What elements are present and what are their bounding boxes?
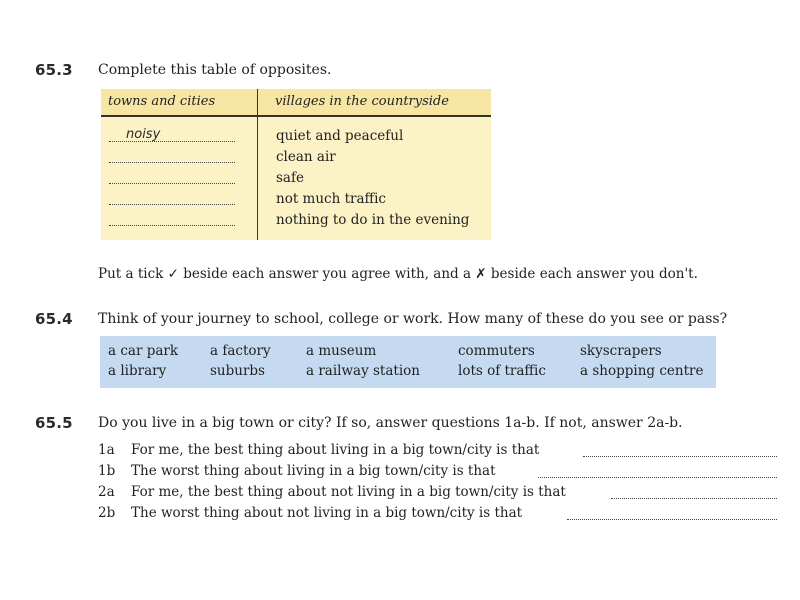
- question-text-1b: The worst thing about living in a big town/city is that: [131, 463, 496, 479]
- column-divider: [257, 89, 258, 240]
- answer-line-2a[interactable]: [611, 498, 777, 499]
- exercise-heading-65-4: Think of your journey to school, college or work. How many of these do you see or pass?: [98, 311, 728, 327]
- word-item: commuters: [458, 343, 535, 359]
- question-label-1a: 1a: [98, 442, 115, 458]
- exercise-number-65-4: 65.4: [35, 310, 73, 328]
- village-item: nothing to do in the evening: [276, 212, 470, 228]
- answer-line-2b[interactable]: [567, 519, 777, 520]
- exercise-heading-65-5: Do you live in a big town or city? If so, answer questions 1a-b. If not, answer 2a-b.: [98, 415, 683, 431]
- answer-line-1a[interactable]: [583, 456, 777, 457]
- exercise-number-65-5: 65.5: [35, 414, 73, 432]
- question-label-2b: 2b: [98, 505, 116, 521]
- opposites-table: [101, 89, 491, 240]
- word-item: a shopping centre: [580, 363, 704, 379]
- word-item: skyscrapers: [580, 343, 662, 359]
- word-item: suburbs: [210, 363, 265, 379]
- question-text-2b: The worst thing about not living in a big town/city is that: [131, 505, 523, 521]
- question-label-1b: 1b: [98, 463, 116, 479]
- question-text-2a: For me, the best thing about not living in a big town/city is that: [131, 484, 566, 500]
- village-item: not much traffic: [276, 191, 386, 207]
- header-rule: [101, 115, 491, 117]
- question-label-2a: 2a: [98, 484, 115, 500]
- word-item: lots of traffic: [458, 363, 546, 379]
- answer-line-5[interactable]: [109, 225, 235, 226]
- word-item: a library: [108, 363, 167, 379]
- exercise-heading-65-3: Complete this table of opposites.: [98, 62, 332, 78]
- question-text-1a: For me, the best thing about living in a big town/city is that: [131, 442, 540, 458]
- exercise-number-65-3: 65.3: [35, 61, 73, 79]
- answer-line-1[interactable]: [109, 141, 235, 142]
- word-item: a railway station: [306, 363, 420, 379]
- answer-line-2[interactable]: [109, 162, 235, 163]
- answer-line-1b[interactable]: [538, 477, 777, 478]
- answer-line-4[interactable]: [109, 204, 235, 205]
- village-item: safe: [276, 170, 304, 186]
- word-box: [100, 336, 716, 388]
- word-item: a car park: [108, 343, 179, 359]
- tick-instruction: Put a tick ✓ beside each answer you agree with, and a ✗ beside each answer you don't.: [98, 266, 698, 282]
- village-item: clean air: [276, 149, 336, 165]
- column-header-villages: villages in the countryside: [275, 94, 449, 109]
- word-item: a factory: [210, 343, 271, 359]
- example-answer: noisy: [126, 127, 161, 142]
- village-item: quiet and peaceful: [276, 128, 404, 144]
- answer-line-3[interactable]: [109, 183, 235, 184]
- word-item: a museum: [306, 343, 377, 359]
- column-header-towns: towns and cities: [108, 94, 216, 109]
